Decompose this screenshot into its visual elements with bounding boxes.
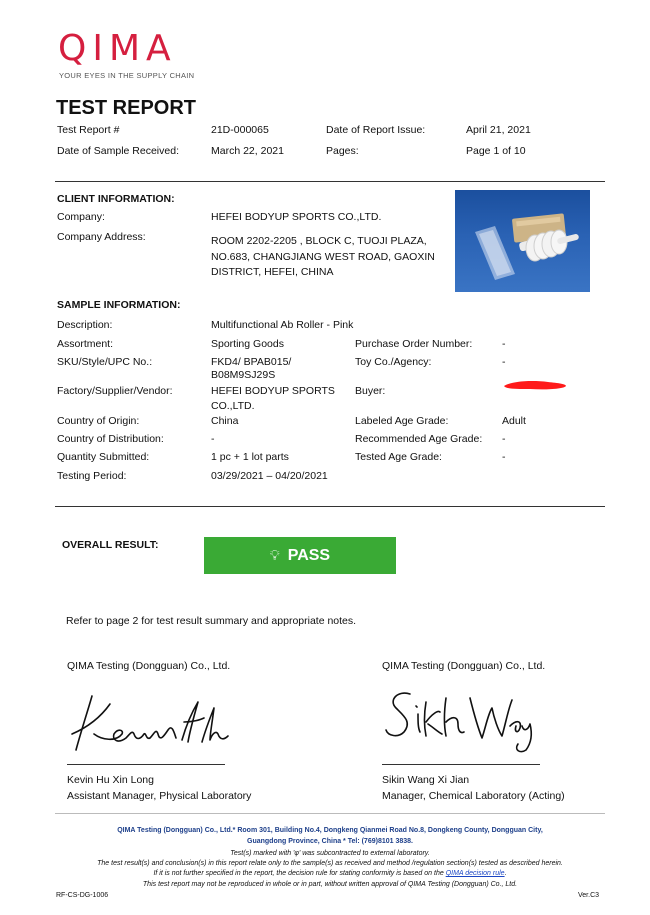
page-title: TEST REPORT [56, 97, 197, 119]
address-line-3: DISTRICT, HEFEI, CHINA [211, 266, 334, 278]
factory-line-1: HEFEI BODYUP SPORTS [211, 385, 335, 397]
sample-divider [55, 506, 605, 507]
footer-address-line-2: Guangdong Province, China * Tel: (769)8101 3838. [247, 838, 413, 845]
sample-section-heading: SAMPLE INFORMATION: [57, 299, 181, 311]
sku-line-1: FKD4/ BPAB015/ [211, 356, 292, 368]
left-signature [64, 688, 234, 758]
labeled-age-label: Labeled Age Grade: [355, 415, 449, 427]
distribution-value: - [211, 433, 215, 445]
report-no-value: 21D-000065 [211, 124, 269, 136]
period-value: 03/29/2021 – 04/20/2021 [211, 470, 328, 482]
decision-rule-link[interactable]: QIMA decision rule [445, 870, 505, 877]
left-signatory-title: Assistant Manager, Physical Laboratory [67, 790, 252, 802]
logo-tagline: YOUR EYES IN THE SUPPLY CHAIN [59, 71, 195, 80]
recommended-age-value: - [502, 433, 506, 445]
distribution-label: Country of Distribution: [57, 433, 164, 445]
origin-label: Country of Origin: [57, 415, 140, 427]
tested-age-label: Tested Age Grade: [355, 451, 442, 463]
qima-logo: QIMA [58, 28, 177, 69]
right-signature [380, 680, 550, 758]
company-label: Company: [57, 211, 105, 223]
pass-badge [204, 537, 396, 574]
pages-label: Pages: [326, 145, 359, 157]
po-value: - [502, 338, 506, 350]
lightbulb-icon: 💡︎ [269, 547, 280, 563]
origin-value: China [211, 415, 239, 427]
period-label: Testing Period: [57, 470, 127, 482]
received-date-value: March 22, 2021 [211, 145, 284, 157]
sku-line-2: B08M9SJ29S [211, 369, 276, 381]
right-signature-line [382, 764, 540, 765]
received-date-label: Date of Sample Received: [57, 145, 179, 157]
left-signature-line [67, 764, 225, 765]
quantity-label: Quantity Submitted: [57, 451, 150, 463]
redaction-mark [502, 380, 568, 391]
sample-photo [455, 190, 590, 292]
factory-line-2: CO.,LTD. [211, 400, 255, 412]
footer-divider [55, 813, 605, 814]
overall-result-label: OVERALL RESULT: [62, 539, 159, 551]
po-label: Purchase Order Number: [355, 338, 473, 350]
agency-value: - [502, 356, 506, 368]
address-line-1: ROOM 2202-2205 , BLOCK C, TUOJI PLAZA, [211, 235, 427, 247]
quantity-value: 1 pc + 1 lot parts [211, 451, 289, 463]
right-signatory-name: Sikin Wang Xi Jian [382, 774, 470, 786]
buyer-label: Buyer: [355, 385, 386, 397]
report-no-label: Test Report # [57, 124, 120, 136]
left-signatory-company: QIMA Testing (Dongguan) Co., Ltd. [67, 660, 231, 672]
right-signatory-company: QIMA Testing (Dongguan) Co., Ltd. [382, 660, 546, 672]
assortment-label: Assortment: [57, 338, 114, 350]
footer-note-results: The test result(s) and conclusion(s) in this report relate only to the sample(s) as received and method /regulation section(s) tested as described herein. [97, 860, 563, 867]
sku-label: SKU/Style/UPC No.: [57, 356, 153, 368]
client-section-heading: CLIENT INFORMATION: [57, 193, 175, 205]
right-signatory-title: Manager, Chemical Laboratory (Acting) [382, 790, 565, 802]
address-line-2: NO.683, CHANGJIANG WEST ROAD, GAOXIN [211, 251, 435, 263]
footer-note-reproduction: This test report may not be reproduced in whole or in part, without written approval of QIMA Testing (Dongguan) Co., Ltd. [142, 881, 518, 888]
factory-label: Factory/Supplier/Vendor: [57, 385, 173, 397]
address-label: Company Address: [57, 231, 146, 243]
issue-date-label: Date of Report Issue: [326, 124, 426, 136]
footer-note-decision: If it is not further specified in the report, the decision rule for stating conformity is based on the QIMA decision rule. [153, 870, 507, 877]
company-value: HEFEI BODYUP SPORTS CO.,LTD. [211, 211, 382, 223]
assortment-value: Sporting Goods [211, 338, 284, 350]
form-code: RF-CS-DG-1006 [56, 892, 109, 899]
header-divider [55, 181, 605, 182]
footer-address-line-1: QIMA Testing (Dongguan) Co., Ltd.* Room 301, Building No.4, Dongkeng Qianmei Road No.8, Dongkeng County, Dongguan City, [117, 827, 543, 834]
labeled-age-value: Adult [502, 415, 526, 427]
issue-date-value: April 21, 2021 [466, 124, 531, 136]
pages-value: Page 1 of 10 [466, 145, 526, 157]
footer-note-subcontract: Test(s) marked with 'φ' was subcontracted to external laboratory. [230, 850, 430, 857]
tested-age-value: - [502, 451, 506, 463]
description-value: Multifunctional Ab Roller - Pink [211, 319, 354, 331]
description-label: Description: [57, 319, 113, 331]
agency-label: Toy Co./Agency: [355, 356, 432, 368]
result-note: Refer to page 2 for test result summary and appropriate notes. [66, 615, 357, 627]
version-code: Ver.C3 [578, 892, 600, 899]
pass-text: PASS [287, 546, 331, 564]
recommended-age-label: Recommended Age Grade: [355, 433, 483, 445]
left-signatory-name: Kevin Hu Xin Long [67, 774, 154, 786]
